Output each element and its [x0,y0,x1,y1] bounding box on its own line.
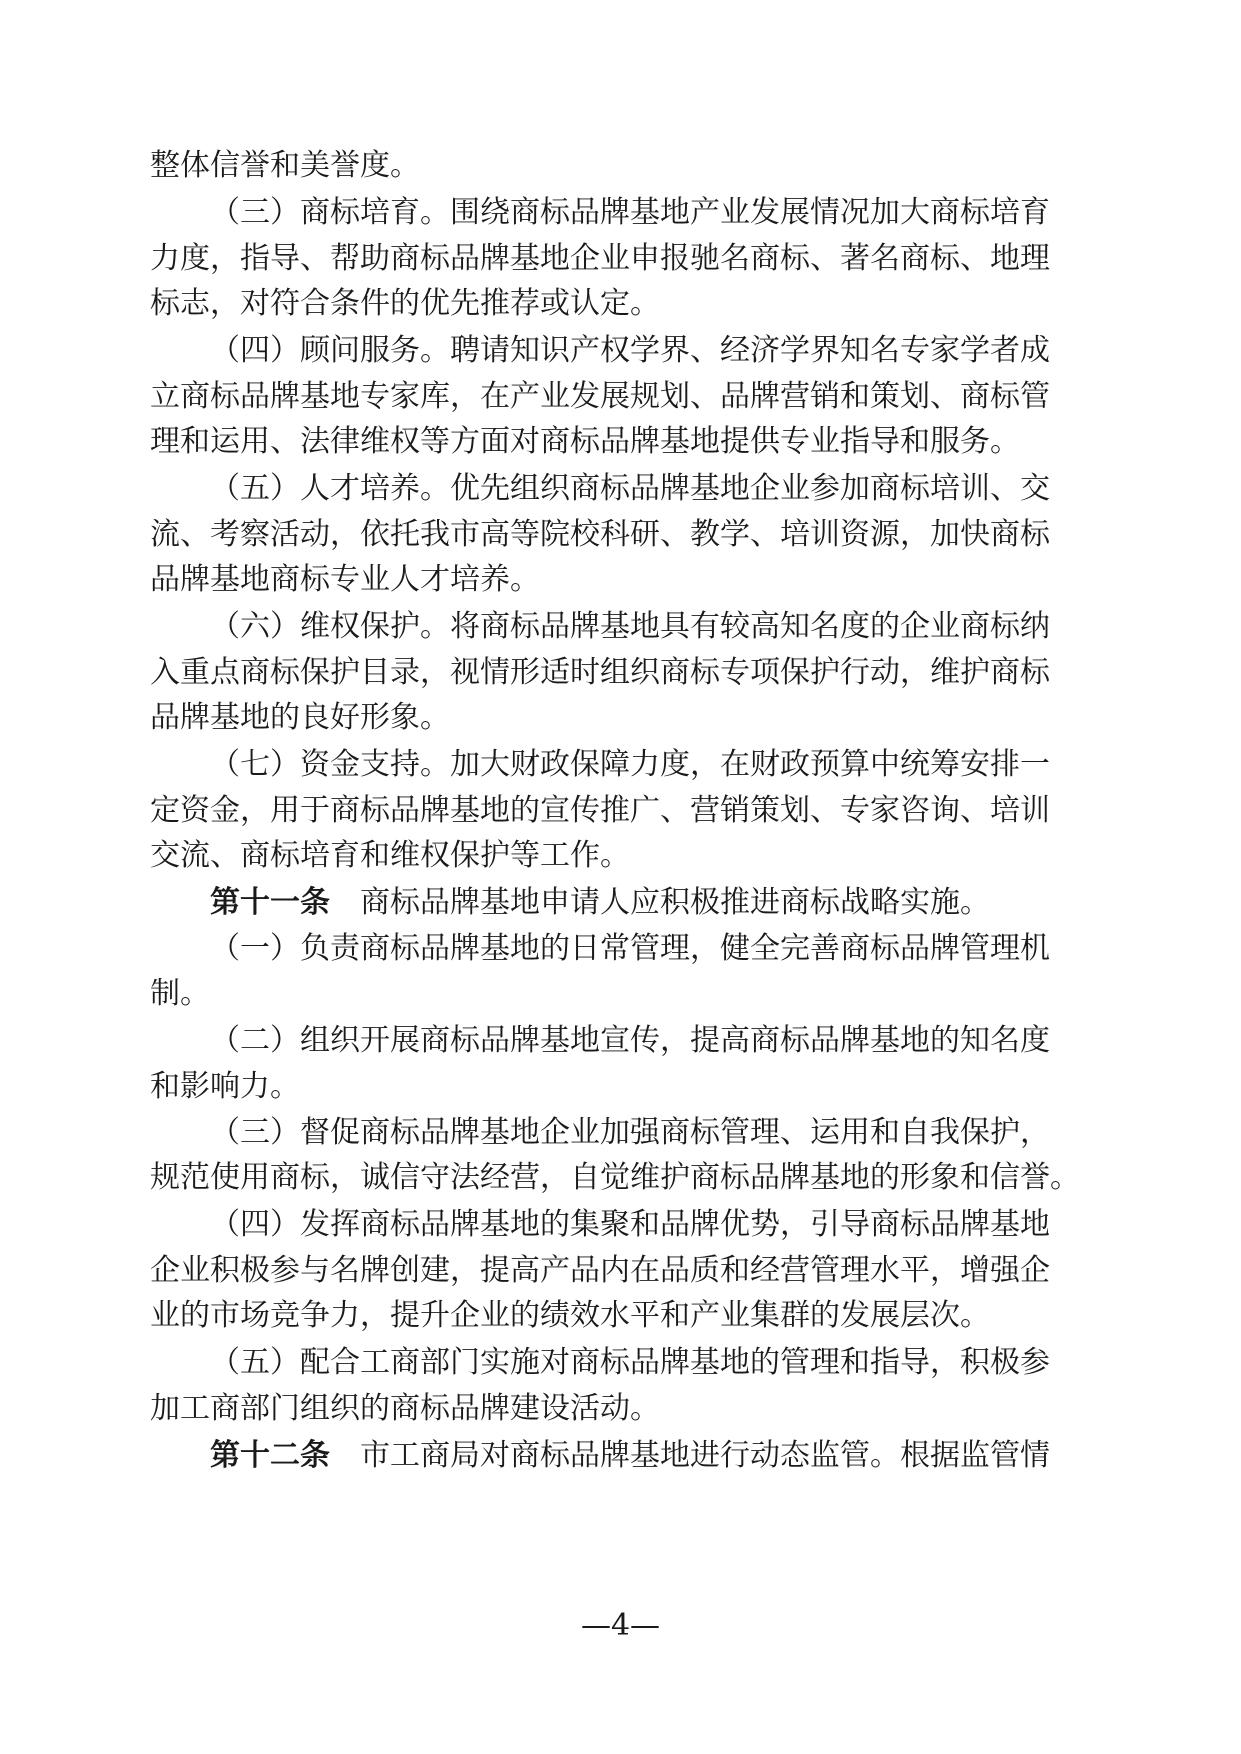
page-number: —4— [580,1608,661,1643]
text-line: （七）资金支持。加大财政保障力度，在财政预算中统筹安排一 [210,747,1050,782]
text-line: 入重点商标保护目录，视情形适时组织商标专项保护行动，维护商标 [150,655,1050,690]
text-line: 和影响力。 [150,1069,300,1104]
article-11-label: 第十一条 [210,885,330,920]
text-line: 品牌基地的良好形象。 [150,700,450,735]
text-line: 交流、商标培育和维权保护等工作。 [150,838,630,873]
text-line: 整体信誉和美誉度。 [150,148,420,183]
text-line: （二）组织开展商标品牌基地宣传，提高商标品牌基地的知名度 [210,1023,1050,1058]
text-line: 制。 [150,976,210,1011]
text-line: 立商标品牌基地专家库，在产业发展规划、品牌营销和策划、商标管 [150,379,1050,414]
text-line: 业的市场竞争力，提升企业的绩效水平和产业集群的发展层次。 [150,1298,990,1333]
text-line: 理和运用、法律维权等方面对商标品牌基地提供专业指导和服务。 [150,424,1020,459]
text-line: 企业积极参与名牌创建，提高产品内在品质和经营管理水平，增强企 [150,1253,1050,1288]
article-11 [210,883,990,923]
text-line: 定资金，用于商标品牌基地的宣传推广、营销策划、专家咨询、培训 [150,793,1050,828]
text-line: 品牌基地商标专业人才培养。 [150,562,540,597]
text-line: （三）商标培育。围绕商标品牌基地产业发展情况加大商标培育 [210,195,1050,230]
text-line: （三）督促商标品牌基地企业加强商标管理、运用和自我保护， [210,1115,1050,1150]
text-line: 加工商部门组织的商标品牌建设活动。 [150,1391,660,1426]
text-line: （一）负责商标品牌基地的日常管理，健全完善商标品牌管理机 [210,931,1050,966]
text-line: 规范使用商标，诚信守法经营，自觉维护商标品牌基地的形象和信誉。 [150,1160,1080,1195]
article-12 [210,1436,1050,1476]
text-line: 流、考察活动，依托我市高等院校科研、教学、培训资源，加快商标 [150,517,1050,552]
article-12-text: 市工商局对商标品牌基地进行动态监管。根据监管情 [360,1438,1050,1473]
text-line: （五）配合工商部门实施对商标品牌基地的管理和指导，积极参 [210,1345,1050,1380]
text-line: 力度，指导、帮助商标品牌基地企业申报驰名商标、著名商标、地理 [150,241,1050,276]
article-12-label: 第十二条 [210,1438,330,1473]
text-line: （六）维权保护。将商标品牌基地具有较高知名度的企业商标纳 [210,609,1050,644]
article-11-text: 商标品牌基地申请人应积极推进商标战略实施。 [360,885,990,920]
text-line: （四）发挥商标品牌基地的集聚和品牌优势，引导商标品牌基地 [210,1207,1050,1242]
text-line: 标志，对符合条件的优先推荐或认定。 [150,286,660,321]
text-line: （五）人才培养。优先组织商标品牌基地企业参加商标培训、交 [210,471,1050,506]
text-line: （四）顾问服务。聘请知识产权学界、经济学界知名专家学者成 [210,333,1050,368]
